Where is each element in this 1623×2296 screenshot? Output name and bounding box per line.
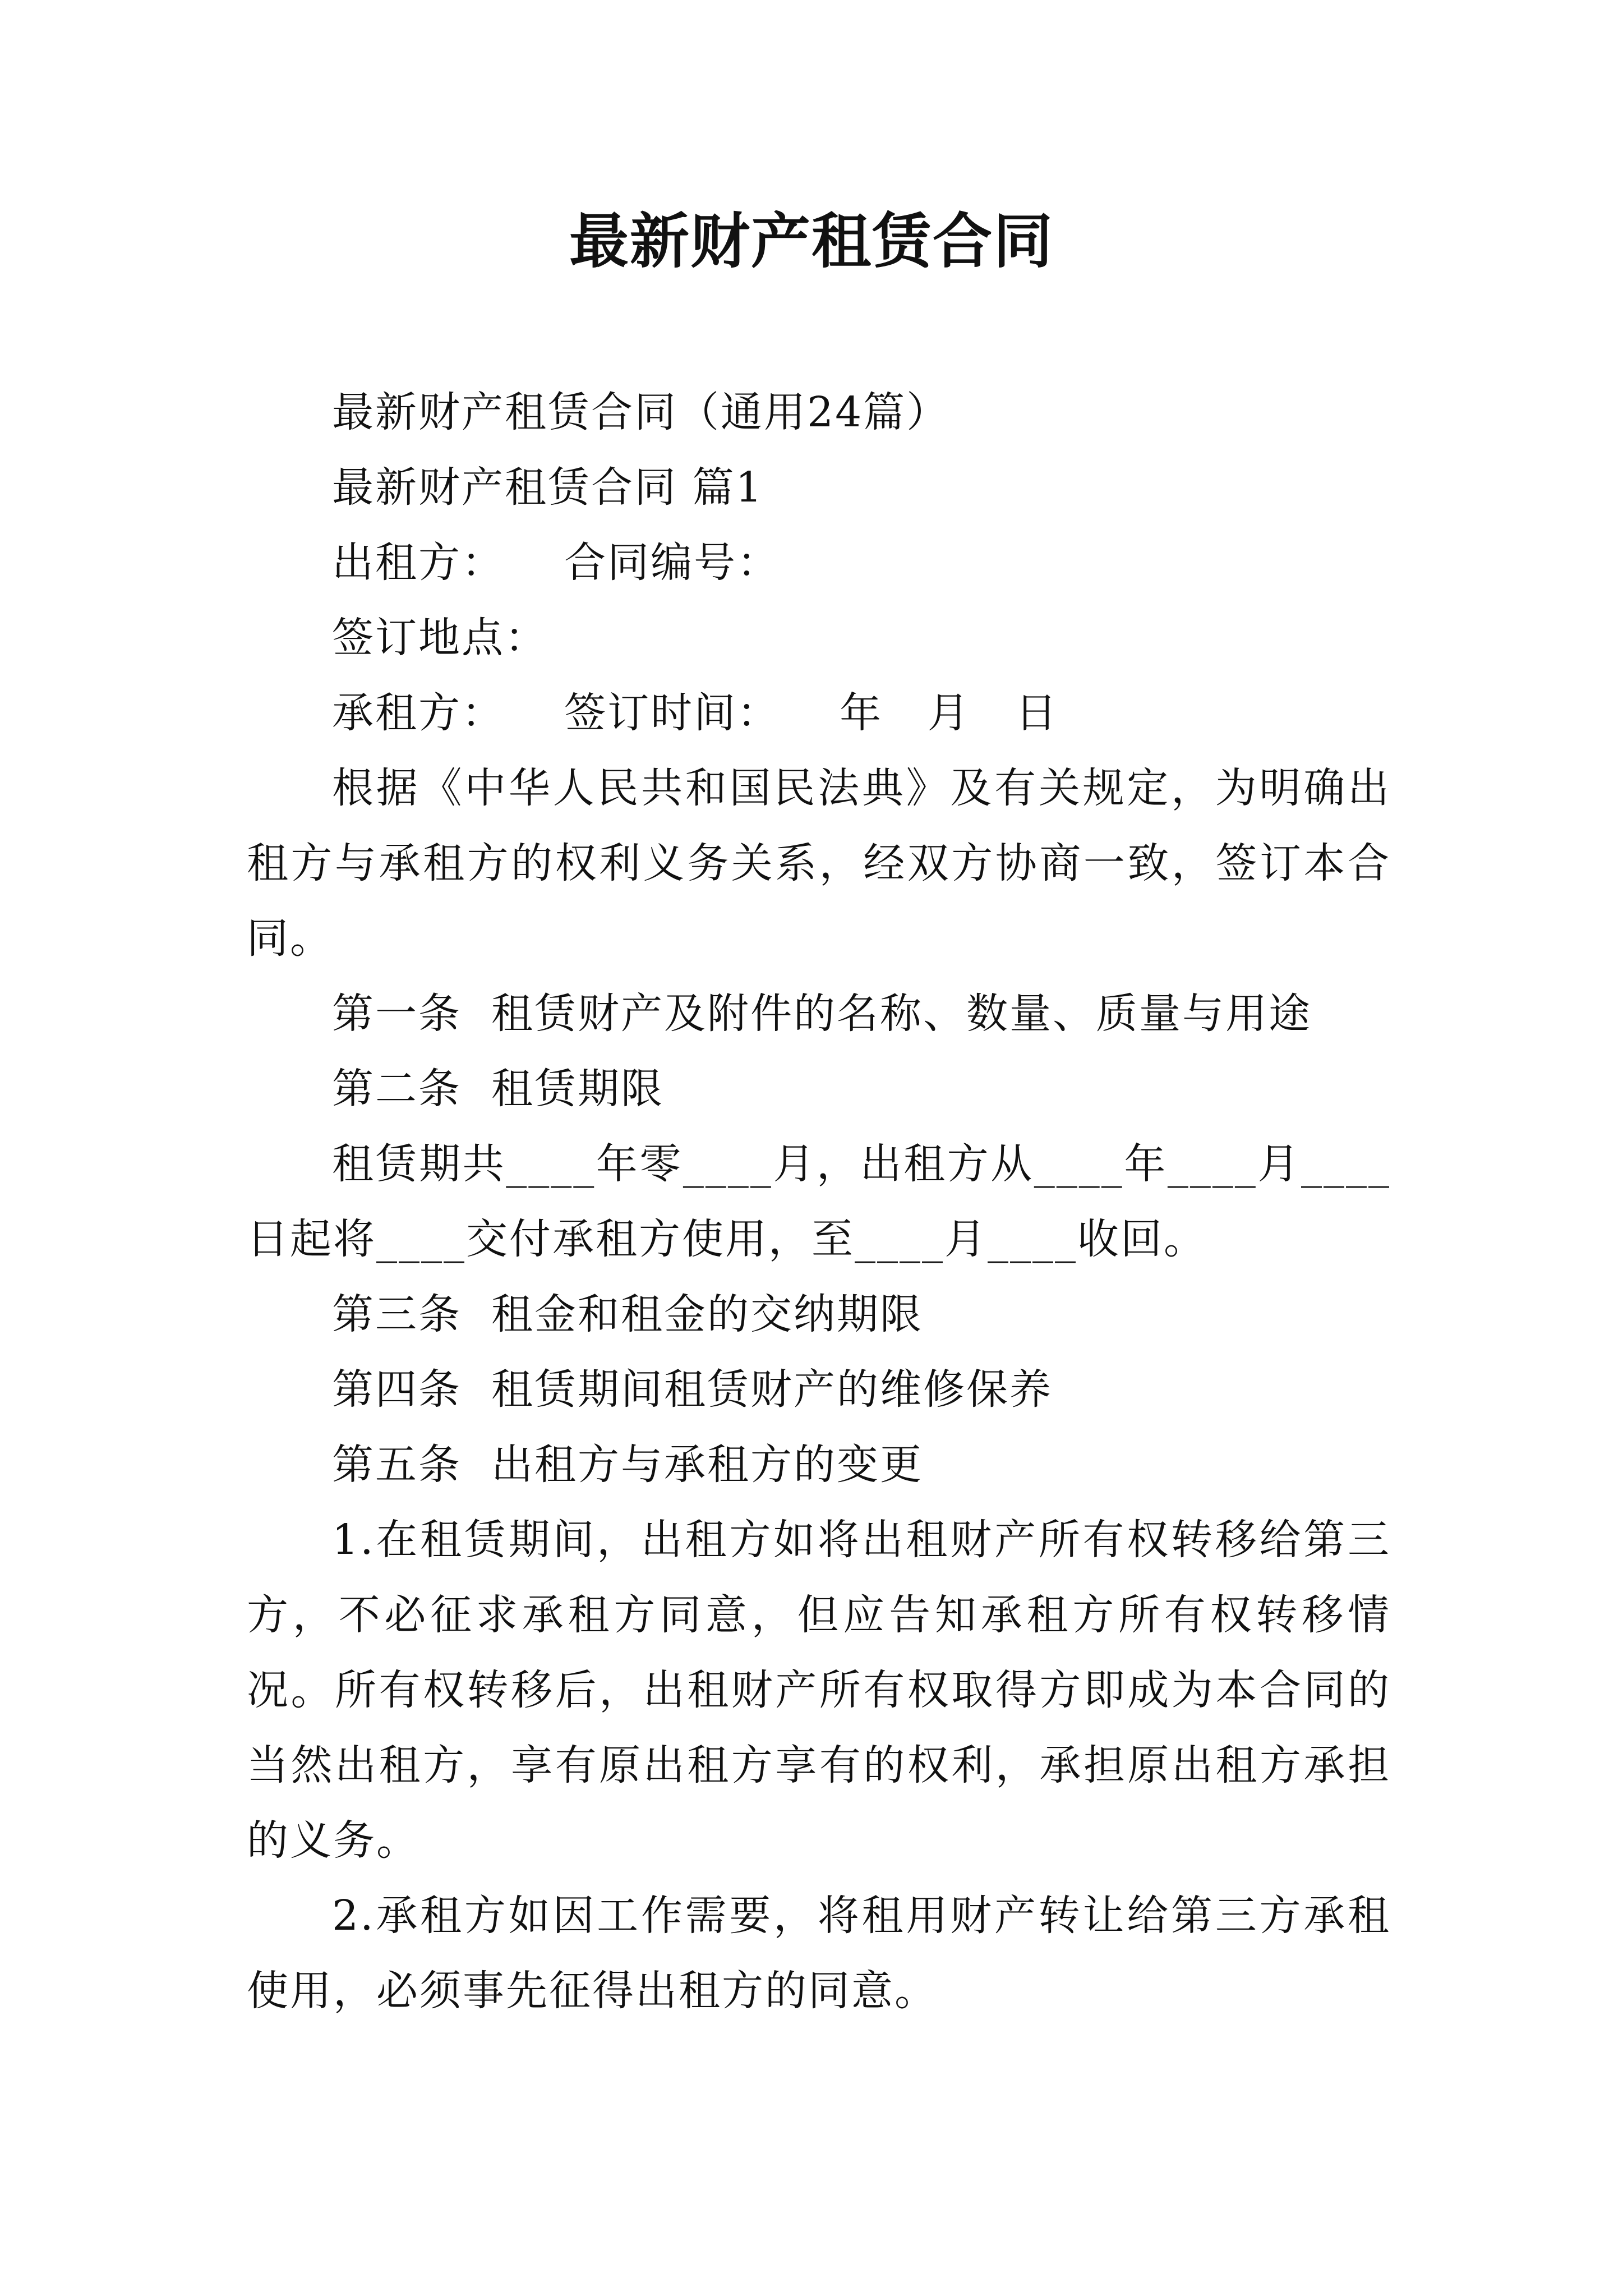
paragraph-article-2: 第二条 租赁期限 [332, 1065, 665, 1113]
paragraph-preamble: 根据《中华人民共和国民法典》及有关规定，为明确出租方与承租方的权利义务关系，经双方协商一致，签订本合同。 [247, 764, 1391, 963]
paragraph-article-3: 第三条 租金和租金的交纳期限 [332, 1290, 924, 1338]
paragraph-section-heading: 最新财产租赁合同 篇1 [332, 463, 764, 512]
paragraph-subtitle: 最新财产租赁合同（通用24篇） [332, 388, 950, 436]
document-title: 最新财产租赁合同 [569, 206, 1054, 276]
paragraph-article-1: 第一条 租赁财产及附件的名称、数量、质量与用途 [332, 990, 1312, 1038]
paragraph-signing-place: 签订地点： [332, 614, 548, 662]
paragraph-clause-1: 1.在租赁期间，出租方如将出租财产所有权转移给第三方，不必征求承租方同意，但应告知承租方所有权转移情况。所有权转移后，出租财产所有权取得方即成为本合同的当然出租方，享有原出租方享有的权利，承担原出租方承担的义务。 [247, 1516, 1391, 1865]
paragraph-lessee-line: 承租方： 签订时间： 年 月 日 [332, 689, 1059, 737]
paragraph-clause-2: 2.承租方如因工作需要，将租用财产转让给第三方承租使用，必须事先征得出租方的同意。 [247, 1892, 1391, 2015]
paragraph-lease-term: 租赁期共____年零____月，出租方从____年____月____日起将____交付承租方使用，至____月____收回。 [247, 1140, 1391, 1263]
document-body [247, 375, 1391, 2028]
paragraph-lessor-line: 出租方： 合同编号： [332, 539, 781, 587]
paragraph-article-4: 第四条 租赁期间租赁财产的维修保养 [332, 1365, 1053, 1414]
paragraph-article-5: 第五条 出租方与承租方的变更 [332, 1441, 924, 1489]
